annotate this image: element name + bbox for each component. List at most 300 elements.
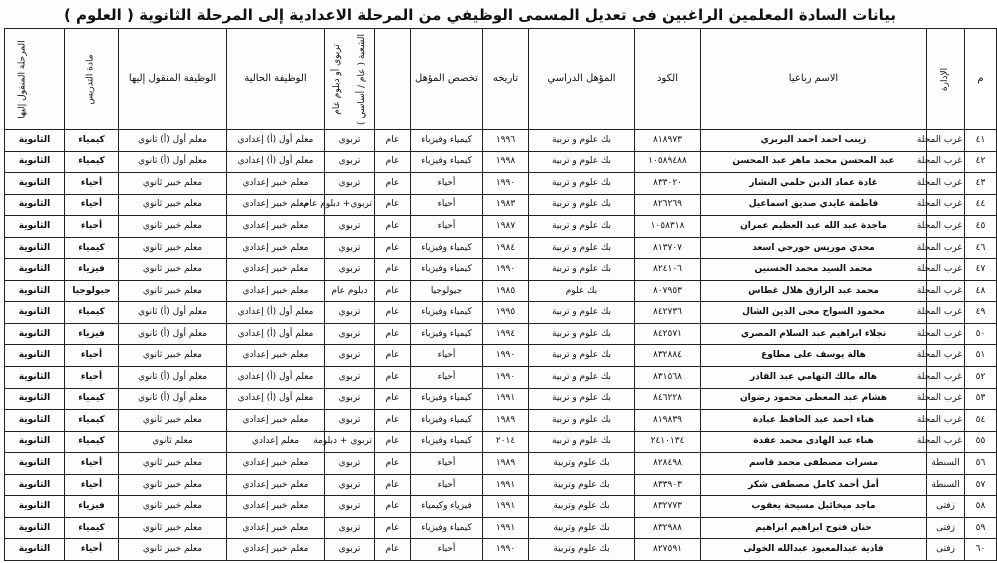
- cell-code: ٨٣٢٨٨٤: [635, 345, 701, 367]
- cell-m: ٤٦: [965, 237, 997, 259]
- header-idara-label: الإدارة: [939, 67, 950, 92]
- cell-current-job: معلم خبير إعدادي: [227, 216, 325, 238]
- cell-m: ٤٨: [965, 280, 997, 302]
- cell-m: ٤٣: [965, 173, 997, 195]
- cell-stage: الثانوية: [5, 130, 65, 152]
- cell-m: ٤١: [965, 130, 997, 152]
- cell-major: كيمياء وفيزياء: [411, 431, 483, 453]
- cell-code: ٨٣٢٧٧٣: [635, 496, 701, 518]
- cell-name: مجدي موريس جورجي اسعد: [701, 237, 927, 259]
- cell-track: عام: [375, 496, 411, 518]
- cell-track: عام: [375, 151, 411, 173]
- cell-major: أحياء: [411, 539, 483, 561]
- cell-stage: الثانوية: [5, 259, 65, 281]
- cell-current-job: معلم أول (أ) إعدادي: [227, 388, 325, 410]
- cell-tarbawi: دبلوم عام: [325, 280, 375, 302]
- cell-name: زينب احمد احمد البربري: [701, 130, 927, 152]
- table-row: [5, 259, 997, 281]
- cell-name: نجلاء ابراهيم عبد السلام المصري: [701, 323, 927, 345]
- cell-m: ٥٦: [965, 453, 997, 475]
- cell-target-job: معلم أول (أ) ثانوي: [119, 130, 227, 152]
- cell-date: ١٩٩٠: [483, 539, 529, 561]
- cell-m: ٤٧: [965, 259, 997, 281]
- cell-target-job: معلم أول (أ) ثانوي: [119, 367, 227, 389]
- cell-degree: بك علوم و تربية: [529, 130, 635, 152]
- cell-current-job: معلم خبير إعدادي: [227, 474, 325, 496]
- cell-target-job: معلم أول (أ) ثانوي: [119, 388, 227, 410]
- cell-stage: الثانوية: [5, 388, 65, 410]
- cell-date: ١٩٩١: [483, 474, 529, 496]
- cell-subject: كيمياء: [65, 302, 119, 324]
- cell-idara: زفتى: [927, 539, 965, 561]
- cell-date: ١٩٨٧: [483, 216, 529, 238]
- table-row: [5, 367, 997, 389]
- cell-degree: بك علوم وتربية: [529, 496, 635, 518]
- cell-code: ٨١٨٩٧٣: [635, 130, 701, 152]
- cell-major: أحياء: [411, 194, 483, 216]
- header-major: تخصص المؤهل: [411, 29, 483, 130]
- cell-m: ٦٠: [965, 539, 997, 561]
- cell-track: عام: [375, 410, 411, 432]
- cell-idara: غرب المحلة: [927, 323, 965, 345]
- cell-major: أحياء: [411, 453, 483, 475]
- cell-target-job: معلم خبير ثانوي: [119, 259, 227, 281]
- cell-current-job: معلم خبير إعدادي: [227, 496, 325, 518]
- cell-track: عام: [375, 453, 411, 475]
- cell-name: ماجد ميخائيل مسيحة يعقوب: [701, 496, 927, 518]
- table-row: [5, 237, 997, 259]
- cell-date: ١٩٩٥: [483, 302, 529, 324]
- cell-code: ٨١٣٧٠٧: [635, 237, 701, 259]
- cell-major: كيمياء وفيزياء: [411, 388, 483, 410]
- cell-m: ٤٩: [965, 302, 997, 324]
- table-row: [5, 302, 997, 324]
- table-row: [5, 280, 997, 302]
- cell-major: فيزياء وكيمياء: [411, 496, 483, 518]
- cell-date: ١٩٨٤: [483, 237, 529, 259]
- cell-code: ٨٤٢٧٣٦: [635, 302, 701, 324]
- cell-degree: بك علوم وتربية: [529, 517, 635, 539]
- cell-degree: بك علوم و تربية: [529, 302, 635, 324]
- cell-m: ٤٤: [965, 194, 997, 216]
- cell-subject: فيزياء: [65, 259, 119, 281]
- cell-degree: بك علوم و تربية: [529, 410, 635, 432]
- cell-target-job: معلم خبير ثانوي: [119, 453, 227, 475]
- cell-degree: بك علوم و تربية: [529, 345, 635, 367]
- table-row: [5, 431, 997, 453]
- cell-target-job: معلم خبير ثانوي: [119, 237, 227, 259]
- cell-idara: غرب المحلة: [927, 216, 965, 238]
- cell-tarbawi: تربوي: [325, 410, 375, 432]
- cell-m: ٥٧: [965, 474, 997, 496]
- cell-idara: زفتى: [927, 517, 965, 539]
- cell-stage: الثانوية: [5, 345, 65, 367]
- cell-m: ٥٩: [965, 517, 997, 539]
- cell-tarbawi: تربوي: [325, 259, 375, 281]
- cell-name: هناء احمد عبد الحافظ عبادة: [701, 410, 927, 432]
- cell-idara: غرب المحلة: [927, 410, 965, 432]
- cell-stage: الثانوية: [5, 474, 65, 496]
- cell-current-job: معلم خبير إعدادي: [227, 173, 325, 195]
- cell-idara: غرب المحلة: [927, 151, 965, 173]
- cell-subject: كيمياء: [65, 237, 119, 259]
- cell-track: عام: [375, 323, 411, 345]
- cell-tarbawi: تربوي + دبلومة: [325, 431, 375, 453]
- cell-degree: بك علوم وتربية: [529, 474, 635, 496]
- table-header-row: [5, 29, 997, 130]
- cell-code: ٨٣٣٠٢٠: [635, 173, 701, 195]
- cell-degree: بك علوم و تربية: [529, 173, 635, 195]
- cell-tarbawi: تربوي: [325, 151, 375, 173]
- cell-degree: بك علوم: [529, 280, 635, 302]
- cell-current-job: معلم أول (أ) إعدادي: [227, 323, 325, 345]
- cell-idara: غرب المحلة: [927, 173, 965, 195]
- cell-name: هاله مالك التهامي عبد القادر: [701, 367, 927, 389]
- cell-major: كيمياء وفيزياء: [411, 151, 483, 173]
- cell-stage: الثانوية: [5, 323, 65, 345]
- cell-name: أمل أحمد كامل مصطفى شكر: [701, 474, 927, 496]
- header-code: الكود: [635, 29, 701, 130]
- cell-stage: الثانوية: [5, 302, 65, 324]
- cell-current-job: معلم خبير إعدادي: [227, 237, 325, 259]
- cell-stage: الثانوية: [5, 410, 65, 432]
- cell-track: عام: [375, 539, 411, 561]
- header-degree: المؤهل الدراسي: [529, 29, 635, 130]
- cell-date: ١٩٩٠: [483, 367, 529, 389]
- cell-name: ماجدة عبد الله عبد العظيم عمران: [701, 216, 927, 238]
- cell-idara: السنطة: [927, 453, 965, 475]
- table-row: [5, 151, 997, 173]
- cell-date: ١٩٩٤: [483, 323, 529, 345]
- cell-name: محمد السيد محمد الحسنين: [701, 259, 927, 281]
- header-subject: [65, 29, 119, 130]
- cell-stage: الثانوية: [5, 173, 65, 195]
- header-m: م: [965, 29, 997, 130]
- cell-current-job: معلم خبير إعدادي: [227, 453, 325, 475]
- cell-track: عام: [375, 216, 411, 238]
- cell-major: كيمياء وفيزياء: [411, 130, 483, 152]
- cell-code: ٨٠٧٩٥٣: [635, 280, 701, 302]
- cell-subject: كيمياء: [65, 130, 119, 152]
- header-tarbawi-label: تربوي أو دبلوم عام: [331, 44, 342, 115]
- cell-tarbawi: تربوي: [325, 237, 375, 259]
- cell-stage: الثانوية: [5, 431, 65, 453]
- cell-code: ٨٤٢٥٧١: [635, 323, 701, 345]
- cell-subject: أحياء: [65, 345, 119, 367]
- cell-subject: كيمياء: [65, 151, 119, 173]
- table-row: [5, 194, 997, 216]
- cell-degree: بك علوم وتربية: [529, 453, 635, 475]
- cell-date: ١٩٩١: [483, 496, 529, 518]
- cell-target-job: معلم أول (أ) ثانوي: [119, 151, 227, 173]
- cell-subject: أحياء: [65, 194, 119, 216]
- cell-target-job: معلم خبير ثانوي: [119, 474, 227, 496]
- cell-current-job: معلم خبير إعدادي: [227, 345, 325, 367]
- cell-idara: زفتى: [927, 496, 965, 518]
- cell-date: ١٩٨٩: [483, 453, 529, 475]
- cell-tarbawi: تربوي: [325, 173, 375, 195]
- cell-tarbawi: تربوي: [325, 323, 375, 345]
- cell-current-job: معلم إعدادي: [227, 431, 325, 453]
- header-track: [356, 29, 411, 130]
- cell-track: عام: [375, 431, 411, 453]
- cell-track: عام: [375, 517, 411, 539]
- cell-idara: السنطة: [927, 474, 965, 496]
- table-row: [5, 539, 997, 561]
- cell-m: ٥١: [965, 345, 997, 367]
- cell-tarbawi: تربوي: [325, 302, 375, 324]
- cell-subject: أحياء: [65, 367, 119, 389]
- cell-current-job: معلم أول (أ) إعدادي: [227, 302, 325, 324]
- cell-major: أحياء: [411, 216, 483, 238]
- cell-code: ١٠٥٨٩٤٨٨: [635, 151, 701, 173]
- cell-m: ٥٢: [965, 367, 997, 389]
- cell-tarbawi: تربوي: [325, 453, 375, 475]
- cell-track: عام: [375, 194, 411, 216]
- cell-subject: فيزياء: [65, 496, 119, 518]
- cell-degree: بك علوم و تربية: [529, 237, 635, 259]
- cell-name: محمد عبد الرازق هلال غطاس: [701, 280, 927, 302]
- cell-code: ٨٤٦٢٢٨: [635, 388, 701, 410]
- header-stage-label: المرحلة المنقول إليها: [17, 40, 28, 119]
- cell-code: ١٠٥٨٣١٨: [635, 216, 701, 238]
- cell-stage: الثانوية: [5, 453, 65, 475]
- cell-subject: أحياء: [65, 216, 119, 238]
- cell-date: ١٩٨٩: [483, 410, 529, 432]
- cell-target-job: معلم خبير ثانوي: [119, 345, 227, 367]
- cell-degree: بك علوم و تربية: [529, 388, 635, 410]
- cell-tarbawi: تربوي: [325, 388, 375, 410]
- cell-code: ٨٢٦٢٦٩: [635, 194, 701, 216]
- cell-target-job: معلم خبير ثانوي: [119, 194, 227, 216]
- cell-degree: بك علوم و تربية: [529, 151, 635, 173]
- cell-track: عام: [375, 280, 411, 302]
- cell-date: ١٩٨٥: [483, 280, 529, 302]
- cell-idara: غرب المحلة: [927, 431, 965, 453]
- cell-idara: غرب المحلة: [927, 345, 965, 367]
- cell-stage: الثانوية: [5, 237, 65, 259]
- cell-m: ٤٢: [965, 151, 997, 173]
- header-stage: [5, 29, 65, 130]
- cell-major: أحياء: [411, 474, 483, 496]
- cell-current-job: معلم خبير إعدادي: [227, 280, 325, 302]
- document-title: بيانات السادة المعلمين الراغبين فى تعديل المسمى الوظيفي من المرحلة الاعدادية إلى المرحلة الثانوية ( العلوم ): [63, 6, 897, 24]
- table-row: [5, 216, 997, 238]
- cell-date: ١٩٩٠: [483, 173, 529, 195]
- cell-degree: بك علوم و تربية: [529, 259, 635, 281]
- cell-name: غادة عماد الدين حلمي النشار: [701, 173, 927, 195]
- cell-target-job: معلم ثانوي: [119, 431, 227, 453]
- cell-name: مسرات مصطفى محمد قاسم: [701, 453, 927, 475]
- cell-target-job: معلم خبير ثانوي: [119, 539, 227, 561]
- cell-stage: الثانوية: [5, 151, 65, 173]
- cell-current-job: معلم خبير إعدادي: [227, 194, 325, 216]
- cell-degree: بك علوم و تربية: [529, 194, 635, 216]
- table-row: [5, 453, 997, 475]
- cell-tarbawi: تربوى: [325, 539, 375, 561]
- cell-subject: كيمياء: [65, 388, 119, 410]
- cell-track: عام: [375, 237, 411, 259]
- cell-track: عام: [375, 367, 411, 389]
- header-track-label: الشعبة ( عام / أساسي ): [356, 33, 367, 126]
- header-subject-label: مادة التدريس: [85, 54, 96, 105]
- cell-major: كيمياء وفيزياء: [411, 323, 483, 345]
- cell-subject: أحياء: [65, 453, 119, 475]
- cell-idara: غرب المحلة: [927, 302, 965, 324]
- cell-date: ١٩٩٨: [483, 151, 529, 173]
- cell-tarbawi: تربوي: [325, 216, 375, 238]
- cell-date: ١٩٩٠: [483, 345, 529, 367]
- cell-m: ٤٥: [965, 216, 997, 238]
- header-current-job: الوظيفة الحالية: [227, 29, 325, 130]
- cell-subject: أحياء: [65, 173, 119, 195]
- cell-degree: بك علوم و تربية: [529, 216, 635, 238]
- cell-date: ١٩٩٦: [483, 130, 529, 152]
- cell-track: عام: [375, 474, 411, 496]
- cell-current-job: معلم خبير إعدادي: [227, 410, 325, 432]
- cell-code: ٨٣٣٩٠٣: [635, 474, 701, 496]
- cell-stage: الثانوية: [5, 539, 65, 561]
- cell-major: كيمياء وفيزياء: [411, 237, 483, 259]
- cell-major: كيمياء وفيزياء: [411, 410, 483, 432]
- cell-target-job: معلم خبير ثانوي: [119, 410, 227, 432]
- cell-track: عام: [375, 345, 411, 367]
- cell-major: كيمياء وفيزياء: [411, 259, 483, 281]
- cell-code: ٨١٩٨٣٩: [635, 410, 701, 432]
- cell-major: أحياء: [411, 345, 483, 367]
- table-row: [5, 173, 997, 195]
- cell-subject: كيمياء: [65, 517, 119, 539]
- cell-tarbawi: تربوي: [325, 367, 375, 389]
- cell-track: عام: [375, 302, 411, 324]
- cell-m: ٥٣: [965, 388, 997, 410]
- cell-date: ١٩٩١: [483, 388, 529, 410]
- cell-idara: غرب المحلة: [927, 367, 965, 389]
- header-name: الاسم رباعيا: [701, 29, 927, 130]
- table-row: [5, 345, 997, 367]
- cell-stage: الثانوية: [5, 194, 65, 216]
- cell-stage: الثانوية: [5, 517, 65, 539]
- cell-date: ١٩٩١: [483, 517, 529, 539]
- cell-name: فادية عبدالمعبود عبدالله الخولى: [701, 539, 927, 561]
- cell-degree: بك علوم و تربية: [529, 323, 635, 345]
- cell-target-job: معلم خبير ثانوي: [119, 496, 227, 518]
- cell-target-job: معلم أول (أ) ثانوي: [119, 302, 227, 324]
- cell-track: عام: [375, 259, 411, 281]
- header-idara: [927, 29, 965, 130]
- cell-stage: الثانوية: [5, 496, 65, 518]
- cell-degree: بك علوم و تربية: [529, 431, 635, 453]
- cell-subject: فيزياء: [65, 323, 119, 345]
- table-row: [5, 323, 997, 345]
- cell-track: عام: [375, 173, 411, 195]
- cell-code: ٨٣١٥٦٨: [635, 367, 701, 389]
- cell-current-job: معلم أول (أ) إعدادي: [227, 151, 325, 173]
- cell-m: ٥٥: [965, 431, 997, 453]
- cell-degree: بك علوم وتربية: [529, 539, 635, 561]
- cell-name: هشام عبد المعطى محمود رضوان: [701, 388, 927, 410]
- cell-tarbawi: تربوي: [325, 345, 375, 367]
- cell-code: ٨٣٢٩٨٨: [635, 517, 701, 539]
- table-row: [5, 130, 997, 152]
- cell-target-job: معلم خبير ثانوي: [119, 517, 227, 539]
- cell-idara: غرب المحلة: [927, 194, 965, 216]
- cell-tarbawi: تربوى: [325, 517, 375, 539]
- cell-target-job: معلم خبير ثانوي: [119, 216, 227, 238]
- cell-stage: الثانوية: [5, 367, 65, 389]
- table-body: [5, 130, 997, 561]
- cell-current-job: معلم أول (أ) إعدادي: [227, 130, 325, 152]
- cell-date: ١٩٨٣: [483, 194, 529, 216]
- cell-track: عام: [375, 388, 411, 410]
- header-target-job: الوظيفة المنقول إليها: [119, 29, 227, 130]
- cell-m: ٥٨: [965, 496, 997, 518]
- cell-current-job: معلم خبير إعدادي: [227, 517, 325, 539]
- cell-idara: غرب المحلة: [927, 130, 965, 152]
- cell-m: ٥٤: [965, 410, 997, 432]
- cell-current-job: معلم خبير إعدادي: [227, 259, 325, 281]
- cell-target-job: معلم خبير ثانوي: [119, 173, 227, 195]
- cell-subject: جيولوجيا: [65, 280, 119, 302]
- cell-code: ٨٢٨٤٩٨: [635, 453, 701, 475]
- cell-subject: كيمياء: [65, 410, 119, 432]
- cell-name: هالة يوسف على مطاوع: [701, 345, 927, 367]
- cell-stage: الثانوية: [5, 280, 65, 302]
- cell-tarbawi: تربوي: [325, 496, 375, 518]
- cell-code: ٨٢٤١٠٦: [635, 259, 701, 281]
- cell-stage: الثانوية: [5, 216, 65, 238]
- cell-track: عام: [375, 130, 411, 152]
- cell-subject: كيمياء: [65, 431, 119, 453]
- cell-subject: أحياء: [65, 474, 119, 496]
- teachers-table: [4, 28, 997, 561]
- cell-tarbawi: تربوي: [325, 474, 375, 496]
- cell-major: جيولوجيا: [411, 280, 483, 302]
- cell-tarbawi: تربوي+ دبلوم عام: [325, 194, 375, 216]
- cell-major: كيمياء وفيزياء: [411, 517, 483, 539]
- cell-date: ١٩٩٠: [483, 259, 529, 281]
- cell-tarbawi: تربوي: [325, 130, 375, 152]
- cell-degree: بك علوم و تربية: [529, 367, 635, 389]
- cell-current-job: معلم خبير إعدادي: [227, 539, 325, 561]
- table-row: [5, 474, 997, 496]
- cell-name: حنان فتوح ابراهيم ابراهيم: [701, 517, 927, 539]
- cell-major: أحياء: [411, 173, 483, 195]
- cell-major: أحياء: [411, 367, 483, 389]
- cell-name: عبد المحسن محمد ماهر عبد المحسن: [701, 151, 927, 173]
- cell-subject: أحياء: [65, 539, 119, 561]
- cell-name: محمود السواح محى الدين الشال: [701, 302, 927, 324]
- cell-idara: غرب المحلة: [927, 259, 965, 281]
- table-row: [5, 496, 997, 518]
- cell-idara: غرب المحلة: [927, 280, 965, 302]
- header-date: تاريخه: [483, 29, 529, 130]
- cell-idara: غرب المحلة: [927, 237, 965, 259]
- cell-name: فاطمة عايدي صديق اسماعيل: [701, 194, 927, 216]
- cell-major: كيمياء وفيزياء: [411, 302, 483, 324]
- cell-m: ٥٠: [965, 323, 997, 345]
- cell-target-job: معلم خبير ثانوي: [119, 280, 227, 302]
- table-row: [5, 517, 997, 539]
- cell-name: هناء عبد الهادى محمد عقدة: [701, 431, 927, 453]
- cell-code: ٨٢٧٥٩١: [635, 539, 701, 561]
- cell-code: ٢٤١٠١٣٤: [635, 431, 701, 453]
- cell-current-job: معلم أول (أ) إعدادي: [227, 367, 325, 389]
- cell-idara: غرب المحلة: [927, 388, 965, 410]
- cell-target-job: معلم أول (أ) ثانوي: [119, 323, 227, 345]
- table-row: [5, 410, 997, 432]
- cell-date: ٢٠١٤: [483, 431, 529, 453]
